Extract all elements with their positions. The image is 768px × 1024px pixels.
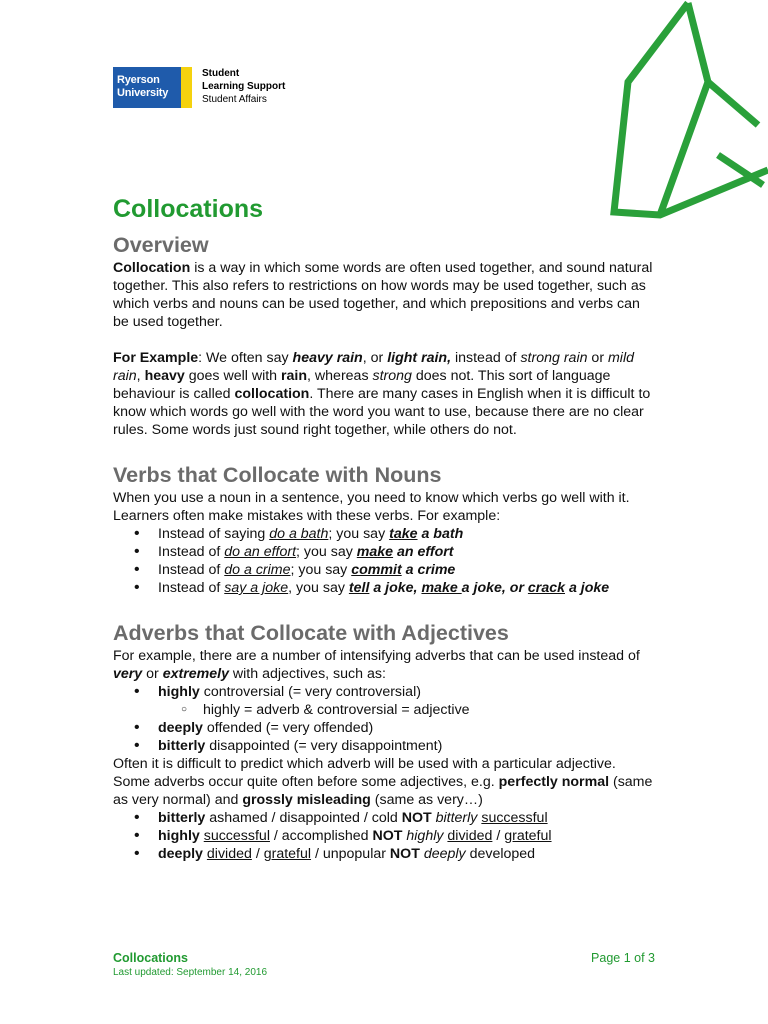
verbs-intro: When you use a noun in a sentence, you need to know which verbs go well with it. Learners often make mistakes with these verbs. For example: bbox=[113, 490, 630, 524]
adverbs-intro bbox=[113, 647, 653, 683]
text-run: crack bbox=[527, 580, 565, 596]
text-run: a joke bbox=[565, 580, 610, 596]
footer-updated-date: Last updated: September 14, 2016 bbox=[113, 967, 268, 978]
text-run: perfectly normal bbox=[498, 774, 610, 790]
text-run: a bath bbox=[417, 526, 464, 542]
text-run: do a bath bbox=[269, 526, 329, 542]
text-run: Instead of bbox=[158, 580, 225, 596]
text-run: deeply bbox=[158, 846, 203, 862]
text-run: highly bbox=[158, 684, 200, 700]
page-title: Collocations bbox=[113, 195, 264, 223]
text-run: rain bbox=[281, 368, 308, 384]
text-run: do a crime bbox=[224, 562, 291, 578]
list-item bbox=[158, 579, 653, 597]
adverbs-heading: Adverbs that Collocate with Adjectives bbox=[113, 621, 509, 645]
text-run: (same as very normal) and bbox=[113, 774, 653, 808]
text-run: ; you say bbox=[296, 544, 357, 560]
text-run: NOT bbox=[389, 846, 420, 862]
university-name-line1: Ryerson bbox=[117, 74, 160, 86]
text-run: commit bbox=[351, 562, 402, 578]
text-run: / accomplished bbox=[269, 828, 373, 844]
text-run: divided bbox=[447, 828, 493, 844]
overview-paragraph-2 bbox=[113, 349, 653, 439]
department-line1: Student bbox=[202, 68, 240, 79]
text-run: strong bbox=[372, 368, 412, 384]
text-run: , you say bbox=[288, 580, 349, 596]
text-run: Collocation bbox=[113, 260, 191, 276]
text-run: highly = adverb & controversial = adjective bbox=[203, 702, 470, 718]
list-item bbox=[158, 827, 653, 845]
text-run: For example, there are a number of intensifying adverbs that can be used instead of bbox=[113, 648, 640, 664]
text-run: Instead of bbox=[158, 562, 225, 578]
list-item-text bbox=[158, 684, 421, 700]
department-line3: Student Affairs bbox=[202, 94, 267, 105]
text-run: heavy bbox=[144, 368, 185, 384]
list-item bbox=[158, 809, 653, 827]
footer-title: Collocations bbox=[113, 951, 189, 965]
text-run: collocation bbox=[234, 386, 310, 402]
adverbs-paragraph bbox=[113, 755, 653, 809]
text-run: deeply bbox=[158, 720, 203, 736]
text-run: Often it is difficult to predict which adverb will be used with a particular adjective. Some adverbs occur quite often before some adjectives, e.g. bbox=[113, 756, 616, 790]
text-run: or bbox=[587, 350, 608, 366]
text-run: deeply bbox=[423, 846, 466, 862]
text-run: grateful bbox=[263, 846, 312, 862]
text-run: light rain, bbox=[387, 350, 452, 366]
text-run: bitterly bbox=[435, 810, 478, 826]
university-wordmark bbox=[113, 67, 181, 108]
text-run: , or bbox=[362, 350, 388, 366]
text-run: grateful bbox=[504, 828, 552, 844]
list-item bbox=[158, 543, 653, 561]
text-run: developed bbox=[465, 846, 536, 862]
text-run: offended (= very offended) bbox=[202, 720, 374, 736]
adverbs-example-list bbox=[113, 683, 653, 755]
text-run: highly bbox=[158, 828, 200, 844]
text-run: successful bbox=[481, 810, 548, 826]
text-run: / bbox=[251, 846, 264, 862]
text-run: instead of bbox=[451, 350, 521, 366]
text-run: a joke, or bbox=[461, 580, 528, 596]
university-logo bbox=[113, 67, 285, 108]
document-body bbox=[113, 193, 653, 863]
footer bbox=[113, 951, 267, 979]
text-run: mild rain bbox=[113, 350, 634, 384]
text-run: ; you say bbox=[290, 562, 352, 578]
text-run: (same as very…) bbox=[370, 792, 483, 808]
list-item bbox=[158, 737, 653, 755]
list-item bbox=[158, 561, 653, 579]
text-run: disappointed (= very disappointment) bbox=[205, 738, 443, 754]
text-run: very bbox=[113, 666, 143, 682]
text-run: take bbox=[389, 526, 418, 542]
text-run: : We often say bbox=[198, 350, 293, 366]
text-run: bitterly bbox=[158, 810, 206, 826]
text-run: . There are many cases in English when it is difficult to know which words go well with the word you want to use, because there are no clear rules. Some words just sound right together, while others do not. bbox=[113, 386, 651, 438]
text-run: a joke, bbox=[369, 580, 422, 596]
text-run: or bbox=[142, 666, 163, 682]
text-run: NOT bbox=[372, 828, 403, 844]
text-run: extremely bbox=[162, 666, 229, 682]
text-run: Instead of saying bbox=[158, 526, 270, 542]
list-item bbox=[158, 719, 653, 737]
text-run: does not. This sort of language behaviour is called bbox=[113, 368, 611, 402]
text-run: an effort bbox=[393, 544, 454, 560]
sub-list-item bbox=[203, 701, 653, 719]
university-name-line2: University bbox=[117, 87, 169, 99]
text-run: Instead of bbox=[158, 544, 225, 560]
overview-paragraph-1 bbox=[113, 259, 653, 331]
list-item bbox=[158, 525, 653, 543]
text-run: with adjectives, such as: bbox=[228, 666, 386, 682]
department-name bbox=[202, 67, 285, 106]
decorative-shape-graphic bbox=[598, 0, 768, 225]
text-run: a crime bbox=[401, 562, 456, 578]
overview-heading: Overview bbox=[113, 233, 209, 257]
department-line2: Learning Support bbox=[202, 81, 286, 92]
text-run: is a way in which some words are often used together, and sound natural together. This also refers to restrictions on how words may be used together, such as which verbs and nouns can be used together, and which prepositions and verbs can be used together. bbox=[113, 260, 653, 330]
text-run: For Example bbox=[113, 350, 199, 366]
text-run: do an effort bbox=[224, 544, 297, 560]
text-run: divided bbox=[206, 846, 252, 862]
text-run: goes well with bbox=[184, 368, 281, 384]
text-run: ashamed / disappointed / cold bbox=[205, 810, 402, 826]
list-item bbox=[158, 683, 653, 719]
sub-list bbox=[158, 701, 653, 719]
text-run: grossly misleading bbox=[242, 792, 371, 808]
adverbs-contrast-list bbox=[113, 809, 653, 863]
text-run: make bbox=[421, 580, 462, 596]
text-run: , bbox=[136, 368, 145, 384]
text-run: / unpopular bbox=[311, 846, 390, 862]
text-run: / bbox=[492, 828, 505, 844]
text-run: highly bbox=[406, 828, 444, 844]
text-run: bitterly bbox=[158, 738, 206, 754]
text-run: tell bbox=[348, 580, 370, 596]
text-run: make bbox=[356, 544, 394, 560]
text-run: successful bbox=[203, 828, 270, 844]
text-run: strong rain bbox=[520, 350, 588, 366]
text-run: , whereas bbox=[307, 368, 373, 384]
text-run: say a joke bbox=[224, 580, 289, 596]
list-item bbox=[158, 845, 653, 863]
page-number: Page 1 of 3 bbox=[591, 951, 655, 965]
text-run: NOT bbox=[401, 810, 432, 826]
logo-yellow-bar bbox=[181, 67, 192, 108]
verbs-example-list bbox=[113, 525, 653, 597]
text-run: controversial (= very controversial) bbox=[199, 684, 421, 700]
verbs-heading: Verbs that Collocate with Nouns bbox=[113, 463, 442, 487]
text-run: heavy rain bbox=[292, 350, 363, 366]
text-run: ; you say bbox=[328, 526, 390, 542]
